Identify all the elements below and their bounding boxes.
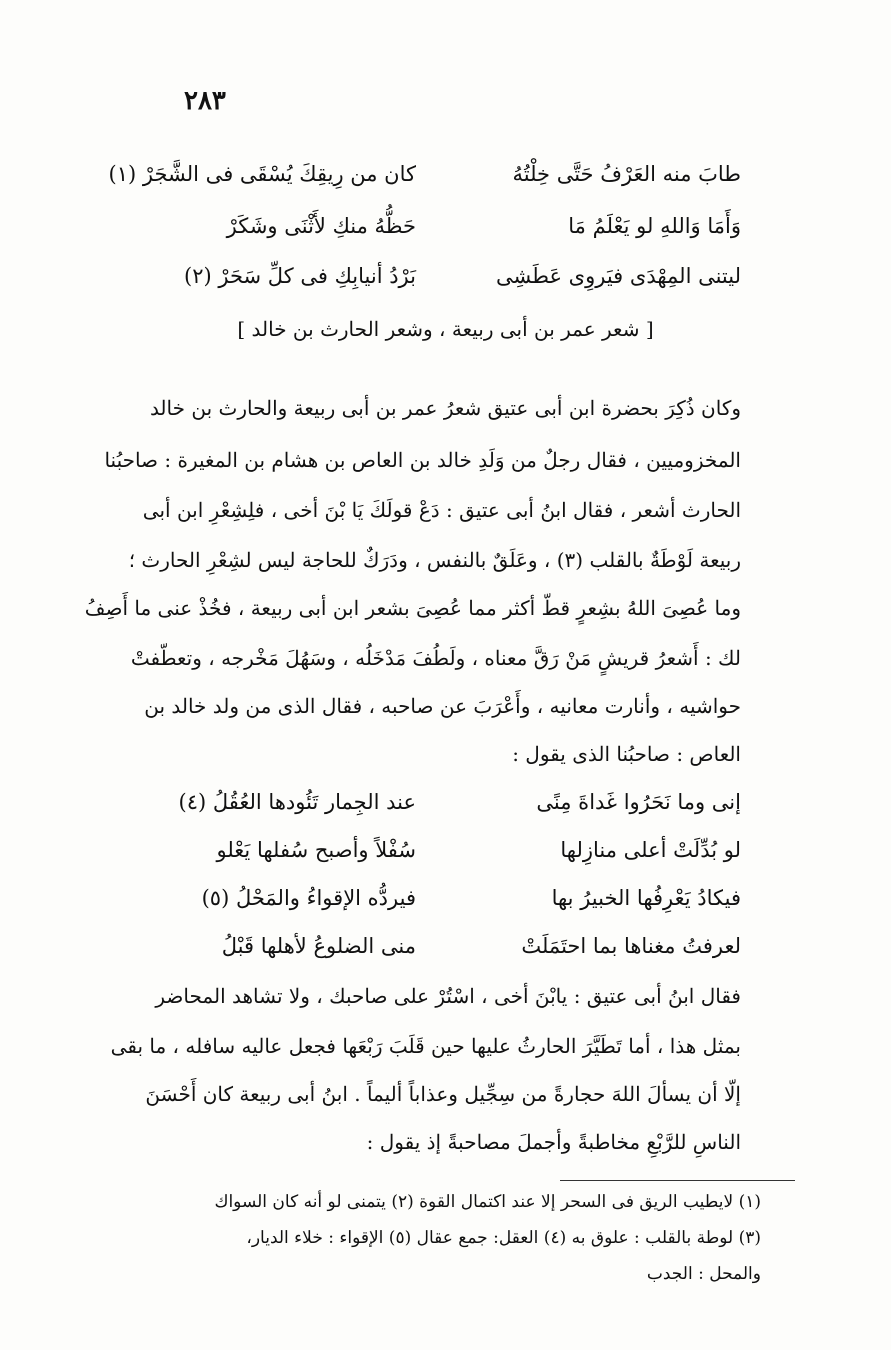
paragraph-2-line-4: الناسِ للرَّبْعِ مخاطبةً وأجملَ مصاحبةً إذ يقول : xyxy=(366,1130,741,1154)
paragraph-1-line-6: لك : أَشعرُ قريشٍ مَنْ رَقَّ معناه ، ولَطُفَ مَدْخَلُه ، وسَهُلَ مَخْرجه ، وتعطّفتْ xyxy=(130,646,741,670)
paragraph-1-line-1: وكان ذُكِرَ بحضرة ابن أبى عتيق شعرُ عمر بن أبى ربيعة والحارث بن خالد xyxy=(149,396,741,420)
paragraph-2-line-3: إلّا أن يسألَ اللهَ حجارةً من سِجِّيل وعذاباً أليماً . ابنُ أبى ربيعة كان أَحْسَنَ xyxy=(145,1082,741,1106)
verse-7-hemistich-2: منى الضلوعُ لأهلها قَبْلُ xyxy=(221,934,416,958)
verse-4-hemistich-1: إنى وما نَحَرُوا غَداةَ مِنًى xyxy=(536,790,741,814)
verse-4-hemistich-2: عند الجِمار تَئُودها العُقُلُ (٤) xyxy=(178,790,416,814)
paragraph-1-line-3: الحارث أشعر ، فقال ابنُ أبى عتيق : دَعْ قولَكَ يَا بْنَ أخى ، فلِشِعْرِ ابن أبى xyxy=(142,498,741,522)
footnote-rule xyxy=(560,1180,795,1181)
paragraph-1-line-2: المخزوميين ، فقال رجلٌ من وَلَدِ خالد بن العاص بن هشام بن المغيرة : صاحبُنا xyxy=(104,448,741,472)
footnote-line-2: (٣) لوطة بالقلب : علوق به (٤) العقل: جمع عقال (٥) الإقواء : خلاء الديار، xyxy=(246,1228,761,1248)
verse-1-hemistich-1: طابَ منه العَرْفُ حَتَّى خِلْتُهُ xyxy=(512,162,741,186)
verse-2-hemistich-2: حَظُّهُ منكِ لأَثْنَى وشَكَرْ xyxy=(226,214,416,238)
verse-5-hemistich-2: سُفْلاً وأصبح سُفلها يَعْلو xyxy=(216,838,416,862)
paragraph-2-line-1: فقال ابنُ أبى عتيق : يابْنَ أخى ، اسْتُرْ على صاحبك ، ولا تشاهد المحاضر xyxy=(155,984,741,1008)
paragraph-2-line-2: بمثل هذا ، أما تَطَيَّرَ الحارثُ عليها حين قَلَبَ رَبْعَها فجعل عاليه سافله ، ما بقى xyxy=(110,1034,741,1058)
verse-6-hemistich-1: فيكادُ يَعْرِفُها الخبيرُ بها xyxy=(551,886,741,910)
section-heading: [ شعر عمر بن أبى ربيعة ، وشعر الحارث بن خالد ] xyxy=(237,317,654,341)
footnote-line-3: والمحل : الجدب xyxy=(646,1264,761,1284)
verse-1-hemistich-2: كان من رِيقِكَ يُسْقَى فى الشَّجَرْ (١) xyxy=(108,162,416,186)
verse-2-hemistich-1: وَأَمَا وَاللهِ لو يَعْلَمُ مَا xyxy=(568,214,741,238)
paragraph-1-line-5: وما عُصِىَ اللهُ بشِعرٍ قطّ أكثر مما عُصِىَ بشعر ابن أبى ربيعة ، فخُذْ عنى ما أَصِفُ xyxy=(84,596,741,620)
verse-6-hemistich-2: فيردُّه الإقواءُ والمَحْلُ (٥) xyxy=(201,886,416,910)
verse-5-hemistich-1: لو بُدِّلَتْ أعلى منازِلها xyxy=(560,838,741,862)
paragraph-1-line-4: ربيعة لَوْطَةٌ بالقلب (٣) ، وعَلَقٌ بالنفس ، ودَرَكٌ للحاجة ليس لشِعْرِ الحارث ؛ xyxy=(128,548,741,572)
verse-3-hemistich-2: بَرْدُ أنيابِكِ فى كلِّ سَحَرْ (٢) xyxy=(184,264,416,288)
page-number: ٢٨٣ xyxy=(184,86,226,116)
footnote-line-1: (١) لايطيب الريق فى السحر إلا عند اكتمال القوة (٢) يتمنى لو أنه كان السواك xyxy=(214,1192,761,1212)
verse-3-hemistich-1: ليتنى المِهْدَى فيَروِى عَطَشِى xyxy=(496,264,741,288)
paragraph-1-line-7: حواشيه ، وأنارت معانيه ، وأَعْرَبَ عن صاحبه ، فقال الذى من ولد خالد بن xyxy=(144,694,741,718)
paragraph-1-line-8: العاص : صاحبُنا الذى يقول : xyxy=(512,742,741,766)
verse-7-hemistich-1: لعرفتُ مغناها بما احتَمَلَتْ xyxy=(521,934,741,958)
